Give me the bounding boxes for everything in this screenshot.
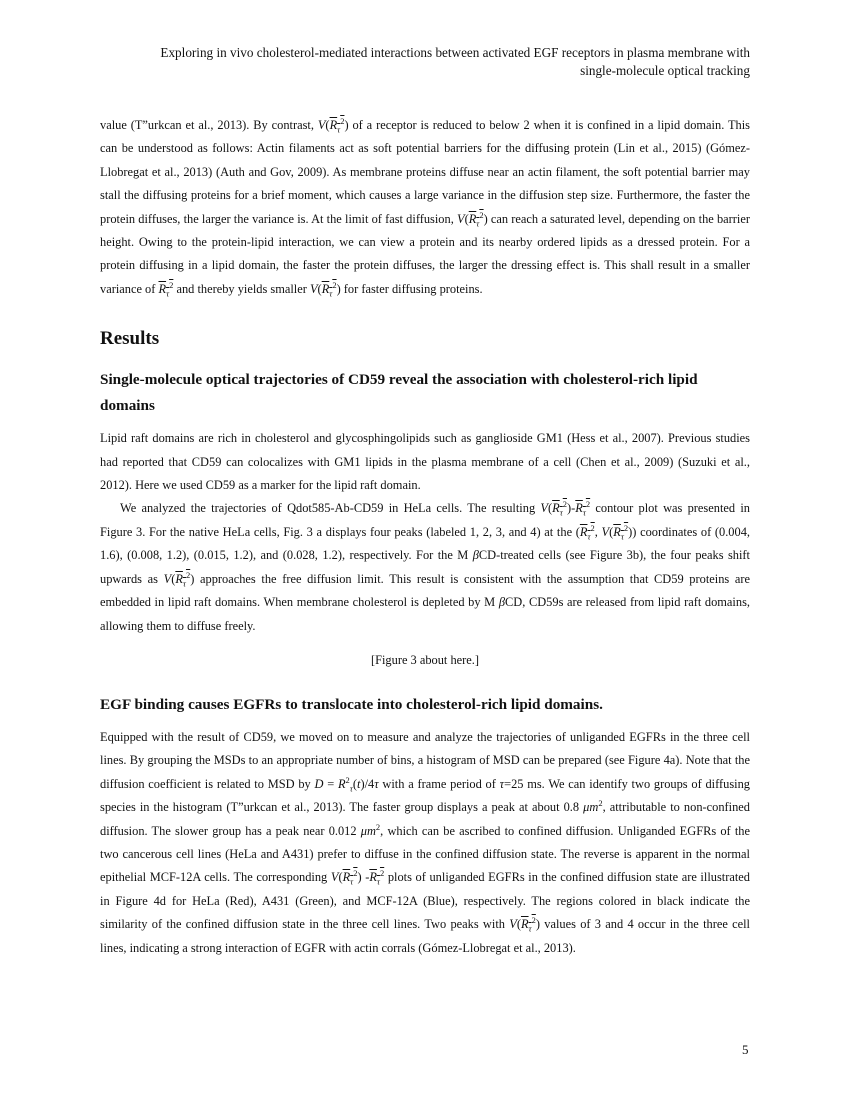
math-variance: V bbox=[309, 281, 318, 296]
math-overline: $R_\tau^2$ bbox=[329, 115, 345, 135]
text-run: , which can be ascribed to confined diffusion. Unliganded EGFRs of the two cancerous cell lines (HeLa and A431) prefer to diffuse in the confined diffusion state. The reverse is apparent in the normal epithelial MCF-12A cells. The corresponding bbox=[100, 823, 750, 885]
intro-paragraph: value (T”urkcan et al., 2013). By contrast, $V(R_\tau^2)$ of a receptor is reduced to below 2 when it is confined in a lipid domain. This can be understood as follows: Actin filaments act as soft potential barriers for the diffusing protein (Lin et al., 2015) (Gómez-Llobregat et al., 2013) (Auth and Gov, 2009). As membrane proteins diffuse near an actin filament, the soft potential barrier may stall the diffusing proteins for a brief moment, which causes a large variance in the diffusion step size. Furthermore, the faster the protein diffuses, the larger the variance is. At the limit of fast diffusion, $V(R_\tau^2)$ can reach a saturated level, depending on the barrier height. Owing to the protein-lipid interaction, we can view a protein and its nearby ordered lipids as a dressed protein. For a protein diffusing in a lipid domain, the faster the protein diffuses, the larger the dressing effect is. This shall result in a smaller variance of $R_\tau^2$ and thereby yields smaller $V(R_\tau^2)$ for faster diffusing proteins. bbox=[100, 115, 751, 299]
text-run: can reach a saturated level, depending on the barrier height. Owing to the protein-lipid interaction, we can view a protein and its nearby ordered lipids as a dressed protein. For a protein diffusing in a lipid domain, the faster the protein diffuses, the larger the dressing effect is. This shall result in a smaller variance of bbox=[100, 211, 751, 296]
math-variance: V bbox=[457, 211, 465, 226]
math-overline: $R_\tau^2$ bbox=[468, 209, 484, 229]
text-run: CD, CD59s are released from lipid raft domains, allowing them to diffuse freely. bbox=[100, 595, 750, 633]
text-run: and thereby yields smaller bbox=[173, 281, 310, 296]
text-run: , attributable to non-confined diffusion. The slower group has a peak near 0.012 bbox=[100, 800, 750, 838]
text-run: values of 3 and 4 occur in the three cell lines, indicating a strong interaction of EGFR with actin corrals (Gómez-Llobregat et al., 2013). bbox=[100, 917, 750, 955]
math-overline: $R_\tau^2$ bbox=[321, 279, 337, 299]
running-header bbox=[90, 44, 750, 80]
subsection-heading-cd59: Single-molecule optical trajectories of CD59 reveal the association with cholesterol-rich lipid domains bbox=[100, 371, 698, 415]
text-run: Equipped with the result of CD59, we moved on to measure and analyze the trajectories of unliganded EGFRs in the three cell lines. By grouping the MSDs to an appropriate number of bins, a histogram of MSD can be prepared (see Figure 4a). Note that the diffusion coefficient is related to MSD by bbox=[100, 729, 750, 791]
cd59-paragraph-2: We analyzed the trajectories of Qdot585-Ab-CD59 in HeLa cells. The resulting $V(R_\tau^2)-R_\tau^2$ contour plot was presented in Figure 3. For the native HeLa cells, Fig. 3 a displays four peaks (labeled 1, 2, 3, and 4) at the ($R_\tau^2$, $V(R_\tau^2)$) coordinates of (0.004, 1.6), (0.008, 1.2), (0.015, 1.2), and (0.028, 1.2), respectively. For the M βCD-treated cells (see Figure 3b), the four peaks shift upwards as $V(R_\tau^2)$ approaches the free diffusion limit. This result is consistent with the assumption that CD59 proteins are embedded in lipid raft domains. When membrane cholesterol is depleted by M βCD, CD59s are released from lipid raft domains, allowing them to diffuse freely. bbox=[100, 499, 750, 633]
text-run: =25 ms. We can identify two groups of diffusing species in the histogram (T”urkcan et al., 2013). The faster group displays a peak at about 0.8 bbox=[100, 776, 751, 815]
text-run: approaches the free diffusion limit. This result is consistent with the assumption that CD59 proteins are embedded in lipid raft domains. When membrane cholesterol is depleted by M bbox=[100, 571, 750, 610]
text-run: contour plot was presented in Figure 3. For the native HeLa cells, Fig. 3 a displays four peaks (labeled 1, 2, 3, and 4) at the bbox=[100, 501, 750, 539]
text-run: CD-treated cells (see Figure 3b), the four peaks shift upwards as bbox=[100, 548, 750, 586]
text-run: coordinates of (0.004, 1.6), (0.008, 1.2), (0.015, 1.2), and (0.028, 1.2), respectively. For the M bbox=[100, 524, 750, 563]
page-body bbox=[100, 114, 750, 960]
cd59-paragraph-1: Lipid raft domains are rich in cholesterol and glycosphingolipids such as ganglioside GM1 (Hess et al., 2007). Previous studies had reported that CD59 can colocalizes with GM1 lipids in the plasma membrane of a cell (Chen et al., 2009) (Suzuki et al., 2012). Here we used CD59 as a marker for the lipid raft domain. bbox=[100, 431, 750, 493]
running-header-line1: Exploring in vivo cholesterol-mediated interactions between activated EGF receptors in plasma membrane with bbox=[160, 45, 750, 60]
results-heading: Results bbox=[100, 328, 160, 350]
text-run: for faster diffusing proteins. bbox=[340, 281, 483, 296]
text-run: We analyzed the trajectories of Qdot585-Ab-CD59 in HeLa cells. The resulting bbox=[120, 501, 541, 516]
egfr-paragraph: Equipped with the result of CD59, we moved on to measure and analyze the trajectories of unliganded EGFRs in the three cell lines. By grouping the MSDs to an appropriate number of bins, a histogram of MSD can be prepared (see Figure 4a). Note that the diffusion coefficient is related to MSD by $D = R^2_\tau(t)/4\tau$ with a frame period of τ=25 ms. We can identify two groups of diffusing species in the histogram (T”urkcan et al., 2013). The faster group displays a peak at about 0.8 $\mu m^2$, attributable to non-confined diffusion. The slower group has a peak near 0.012 $\mu m^2$, which can be ascribed to confined diffusion. Unliganded EGFRs of the two cancerous cell lines (HeLa and A431) prefer to diffuse in the confined diffusion state. The reverse is apparent in the normal epithelial MCF-12A cells. The corresponding $V(R_\tau^2)$ $-R_\tau^2$ plots of unliganded EGFRs in the confined diffusion state are illustrated in Figure 4d for HeLa (Red), A431 (Green), and MCF-12A (Blue), respectively. The regions colored in black indicate the similarity of the confined diffusion state in the three cell lines. Two peaks with $V(R_\tau^2)$ values of 3 and 4 occur in the three cell lines, indicating a strong interaction of EGFR with actin corrals (Gómez-Llobregat et al., 2013). bbox=[100, 729, 751, 955]
page-number: 5 bbox=[742, 1042, 749, 1057]
text-run: with a frame period of bbox=[378, 776, 500, 791]
subsection-heading-egfr: EGF binding causes EGFRs to translocate into cholesterol-rich lipid domains. bbox=[100, 695, 603, 713]
math-variance: V bbox=[317, 118, 326, 132]
math-overline: $R_\tau^2$ bbox=[158, 279, 174, 299]
figure-placeholder: [Figure 3 about here.] bbox=[370, 652, 480, 667]
text-run: value (T”urkcan et al., 2013). By contrast, bbox=[100, 118, 318, 132]
text-run: of a receptor is reduced to below 2 when it is confined in a lipid domain. This can be understood as follows: Actin filaments act as soft potential barriers for the diffusing protein (Lin et al., 2015) (Gómez-Llobregat et al., 2013) (Auth and Gov, 2009). As membrane proteins diffuse near an actin filament, the soft potential barrier may stall the diffusing proteins for a brief moment, which causes a large variance in the diffusion step size. Furthermore, the faster the protein diffuses, the larger the variance is. At the limit of fast diffusion, bbox=[100, 118, 750, 226]
text-run: plots of unliganded EGFRs in the confined diffusion state are illustrated in Figure 4d for HeLa (Red), A431 (Green), and MCF-12A (Blue), respectively. The regions colored in black indicate the similarity of the confined diffusion state in the three cell lines. Two peaks with bbox=[100, 870, 750, 932]
running-header-line2: single-molecule optical tracking bbox=[580, 63, 750, 78]
